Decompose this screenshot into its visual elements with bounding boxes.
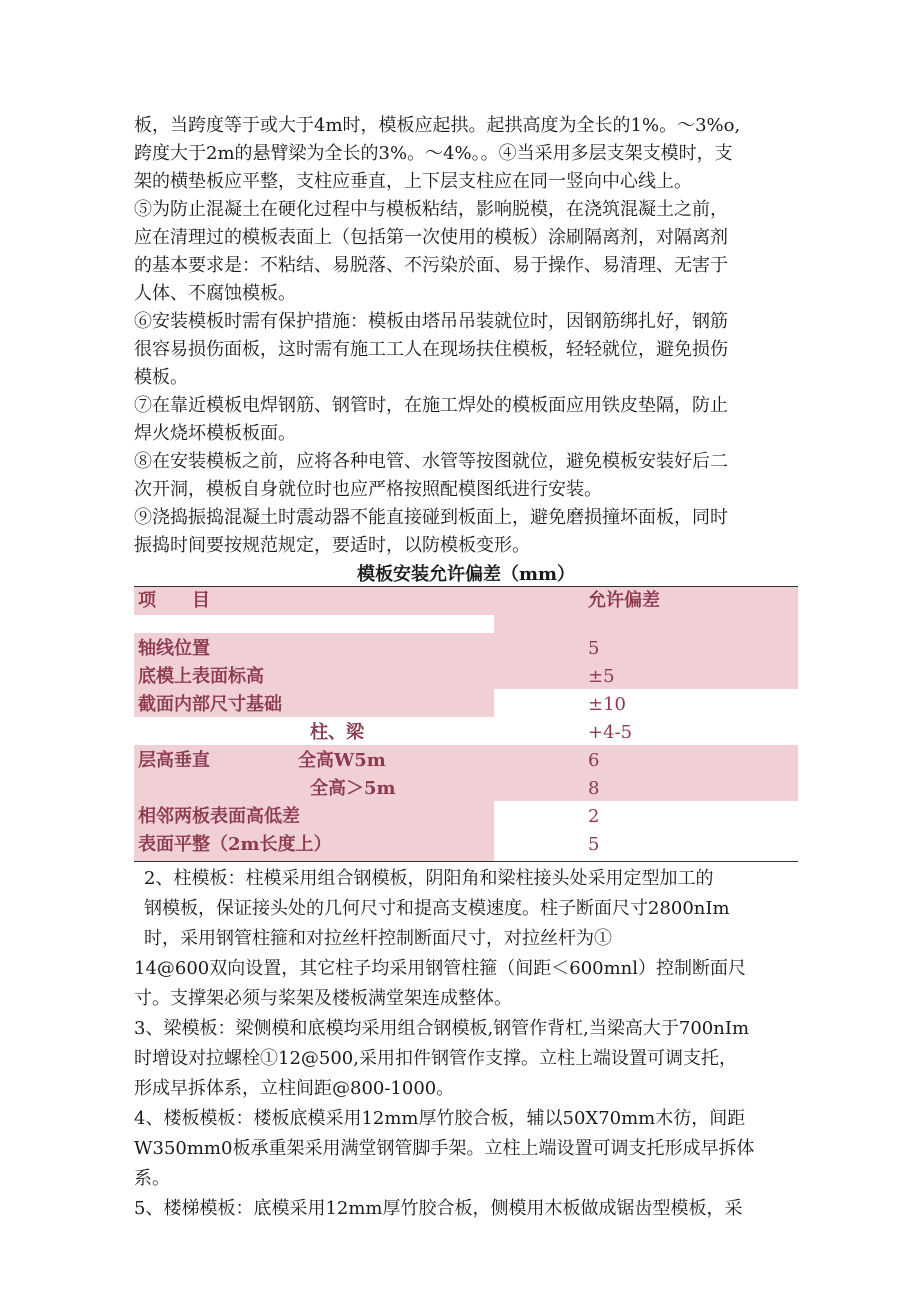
text-line: 次开洞，模板自身就位时也应严格按照配模图纸进行安装。 xyxy=(134,479,602,500)
text-line: 3、梁模板：梁侧模和底模均采用组合钢模板,钢管作背杠,当梁高大于700nIm xyxy=(134,1018,750,1039)
text-line: 跨度大于2m的悬臂梁为全长的3%。～4%。。④当采用多层支架支模时，支 xyxy=(134,143,733,164)
text-line: 人体、不腐蚀模板。 xyxy=(134,283,296,304)
header-item: 项 目 xyxy=(138,590,210,611)
row-value: +4-5 xyxy=(588,722,633,743)
text-line: 的基本要求是：不粘结、易脱落、不污染於面、易于操作、易清理、无害于 xyxy=(134,255,728,276)
tolerance-table xyxy=(134,586,798,862)
row-value: 5 xyxy=(588,638,600,659)
row-sub: 全高＞5m xyxy=(310,778,396,799)
row-value: 5 xyxy=(588,834,600,855)
text-line: 系。 xyxy=(134,1168,170,1189)
text-line: W350mm0板承重架采用满堂钢管脚手架。立柱上端设置可调支托形成早拆体 xyxy=(134,1138,755,1159)
row-item: 层高垂直 xyxy=(138,750,210,771)
text-line: 14@600双向设置，其它柱子均采用钢管柱箍（间距＜600mnl）控制断面尺 xyxy=(134,958,747,979)
row-sub: 全高W5m xyxy=(298,750,386,771)
text-line: 板，当跨度等于或大于4m时，模板应起拱。起拱高度为全长的1%。～3%o, xyxy=(134,115,741,136)
text-line: 5、楼梯模板：底模采用12mm厚竹胶合板，侧模用木板做成锯齿型模板，采 xyxy=(134,1198,743,1219)
text-line: ⑦在靠近模板电焊钢筋、钢管时，在施工焊处的模板面应用铁皮垫隔，防止 xyxy=(134,395,728,416)
text-line: 4、楼板模板：楼板底模采用12mm厚竹胶合板，辅以50X70mm木彷，间距 xyxy=(134,1108,746,1129)
text-line: 很容易损伤面板，这时需有施工工人在现场扶住模板，轻轻就位，避免损伤 xyxy=(134,339,728,360)
row-value: ±5 xyxy=(588,666,615,687)
text-line: 形成早拆体系，立柱间距@800-1000。 xyxy=(134,1078,455,1099)
text-line: 模板。 xyxy=(134,367,188,388)
text-line: 应在清理过的模板表面上（包括第一次使用的模板）涂刷隔离剂，对隔离剂 xyxy=(134,227,728,248)
row-value: 6 xyxy=(588,750,600,771)
row-item: 相邻两板表面高低差 xyxy=(138,806,300,827)
text-line: 钢模板，保证接头处的几何尺寸和提高支模速度。柱子断面尺寸2800nIm xyxy=(144,898,730,919)
text-line: 振捣时间要按规范规定，要适时，以防模板变形。 xyxy=(134,535,530,556)
row-item: 表面平整（2m长度上） xyxy=(138,834,332,855)
text-line: 焊火烧坏模板板面。 xyxy=(134,423,296,444)
text-line: 时，采用钢管柱箍和对拉丝杆控制断面尺寸，对拉丝杆为① xyxy=(144,928,612,949)
text-line: 架的横垫板应平整，支柱应垂直，上下层支柱应在同一竖向中心线上。 xyxy=(134,171,692,192)
text-line: 2、柱模板：柱模采用组合钢模板，阴阳角和梁柱接头处采用定型加工的 xyxy=(144,868,714,889)
row-highlight xyxy=(134,745,798,801)
row-value: 8 xyxy=(588,778,600,799)
text-line: ⑨浇捣振捣混凝土时震动器不能直接碰到板面上，避免磨损撞坏面板，同时 xyxy=(134,507,728,528)
header-tolerance: 允许偏差 xyxy=(588,590,660,611)
row-item: 底模上表面标高 xyxy=(138,666,264,687)
text-line: 寸。支撑架必须与桨架及楼板满堂架连成整体。 xyxy=(134,988,512,1009)
row-item: 截面内部尺寸基础 xyxy=(138,694,282,715)
row-item: 轴线位置 xyxy=(138,638,210,659)
row-value: 2 xyxy=(588,806,600,827)
row-value: ±10 xyxy=(588,694,626,715)
text-line: ⑤为防止混凝土在硬化过程中与模板粘结，影响脱模，在浇筑混凝土之前， xyxy=(134,199,728,220)
table-rule xyxy=(134,586,798,587)
text-line: ⑥安装模板时需有保护措施：模板由塔吊吊装就位时，因钢筋绑扎好，钢筋 xyxy=(134,311,728,332)
row-sub: 柱、梁 xyxy=(310,722,364,743)
text-line: ⑧在安装模板之前，应将各种电管、水管等按图就位，避免模板安装好后二 xyxy=(134,451,728,472)
table-rule xyxy=(134,861,798,862)
text-line: 时增设对拉螺栓①12@500,采用扣件钢管作支撑。立柱上端设置可调支托， xyxy=(134,1048,737,1069)
table-caption: 模板安装允许偏差（mm） xyxy=(356,564,576,585)
